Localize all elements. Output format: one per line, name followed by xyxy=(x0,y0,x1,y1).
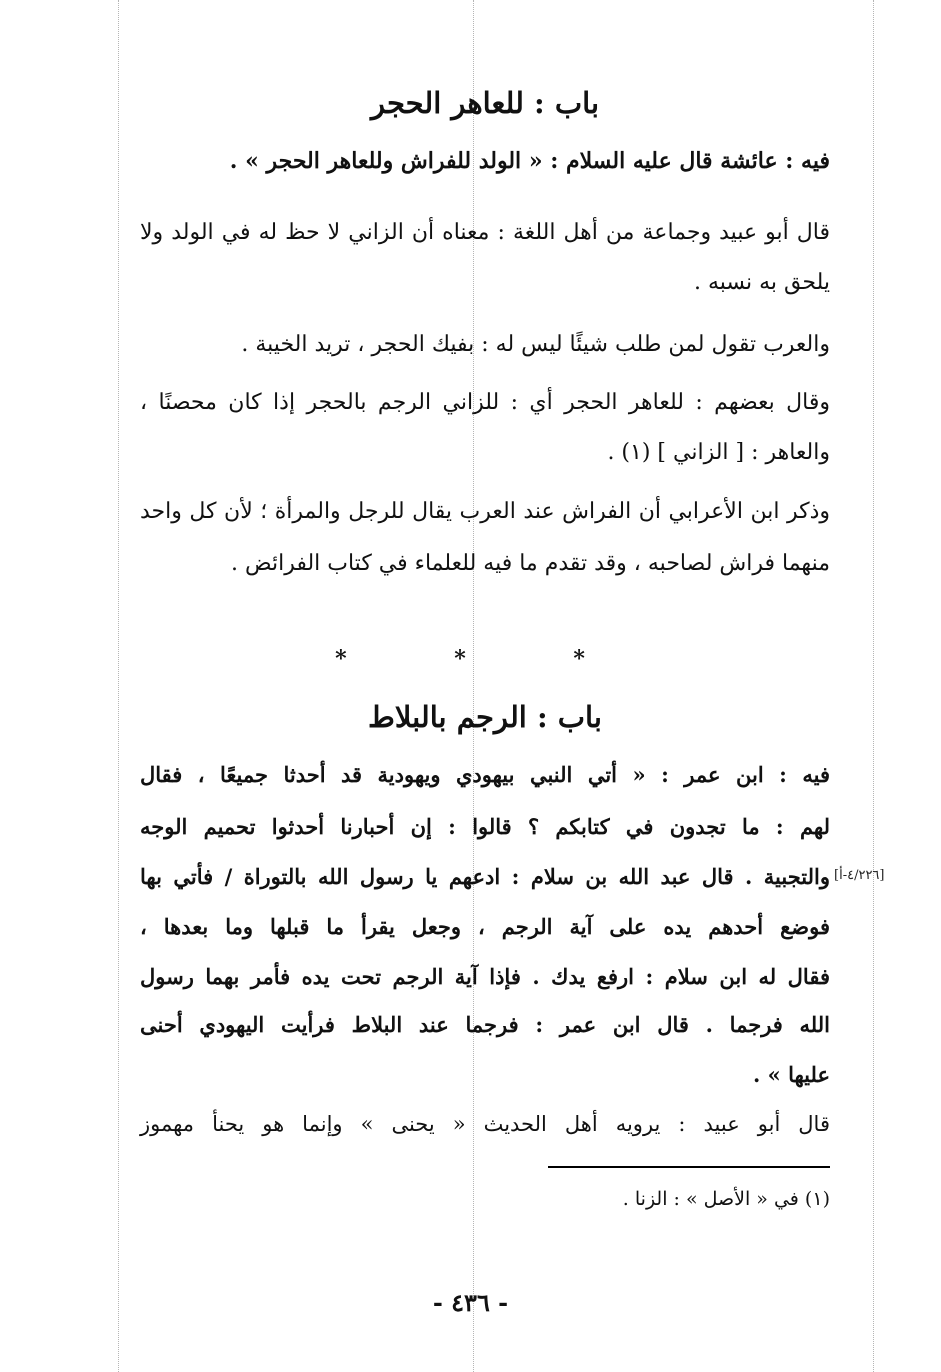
paragraph: وقال بعضهم : للعاهر الحجر أي : للزاني الرجم بالحجر إذا كان محصنًا ، والعاهر : [ الزاني ] (١) . xyxy=(140,390,830,465)
hadith-line: فيه : ابن عمر : « أتي النبي بيهودي ويهودية قد أحدثا جميعًا ، فقال xyxy=(140,762,830,787)
section-separator: * * * xyxy=(335,646,635,672)
paragraph: وذكر ابن الأعرابي أن الفراش عند العرب يقال للرجل والمرأة ؛ لأن كل واحد منهما فراش لصاحبه ، وقد تقدم ما فيه للعلماء في كتاب الفرائض . xyxy=(140,499,830,576)
hadith-line: والتجبية . قال عبد الله بن سلام : ادعهم يا رسول الله بالتوراة / فأتي بها xyxy=(140,864,830,889)
margin-reference: [٤/٢٢٦-أ] xyxy=(834,868,885,883)
paragraph: قال أبو عبيد : يرويه أهل الحديث « يحنى » وإنما هو يحنأ مهموز xyxy=(140,1112,830,1136)
hadith-line: الله فرجما . قال ابن عمر : فرجما عند البلاط فرأيت اليهودي أحنى xyxy=(140,1012,830,1037)
guide-line xyxy=(118,0,119,1372)
footnote: (١) في « الأصل » : الزنا . xyxy=(622,1188,830,1210)
guide-line xyxy=(873,0,874,1372)
guide-line xyxy=(473,0,474,1372)
paragraph: قال أبو عبيد وجماعة من أهل اللغة : معناه أن الزاني لا حظ له في الولد ولا يلحق به نسبه . xyxy=(140,220,830,295)
section-heading: باب : الرجم بالبلاط xyxy=(368,700,602,734)
footnote-rule xyxy=(548,1166,830,1168)
hadith-line: لهم : ما تجدون في كتابكم ؟ قالوا : إن أحبارنا أحدثوا تحميم الوجه xyxy=(140,814,830,839)
section-heading: باب : للعاهر الحجر xyxy=(370,86,600,120)
hadith-line: عليها » . xyxy=(753,1062,830,1087)
hadith-line: فوضع أحدهم يده على آية الرجم ، وجعل يقرأ ما قبلها وما بعدها ، xyxy=(140,914,830,939)
hadith-text: فيه : عائشة قال عليه السلام : « الولد للفراش وللعاهر الحجر » . xyxy=(229,148,830,174)
page-number: - ٤٣٦ - xyxy=(432,1288,509,1317)
hadith-line: فقال له ابن سلام : ارفع يدك . فإذا آية الرجم تحت يده فأمر بهما رسول xyxy=(140,964,830,989)
paragraph: والعرب تقول لمن طلب شيئًا ليس له : بفيك الحجر ، تريد الخيبة . xyxy=(241,332,830,357)
